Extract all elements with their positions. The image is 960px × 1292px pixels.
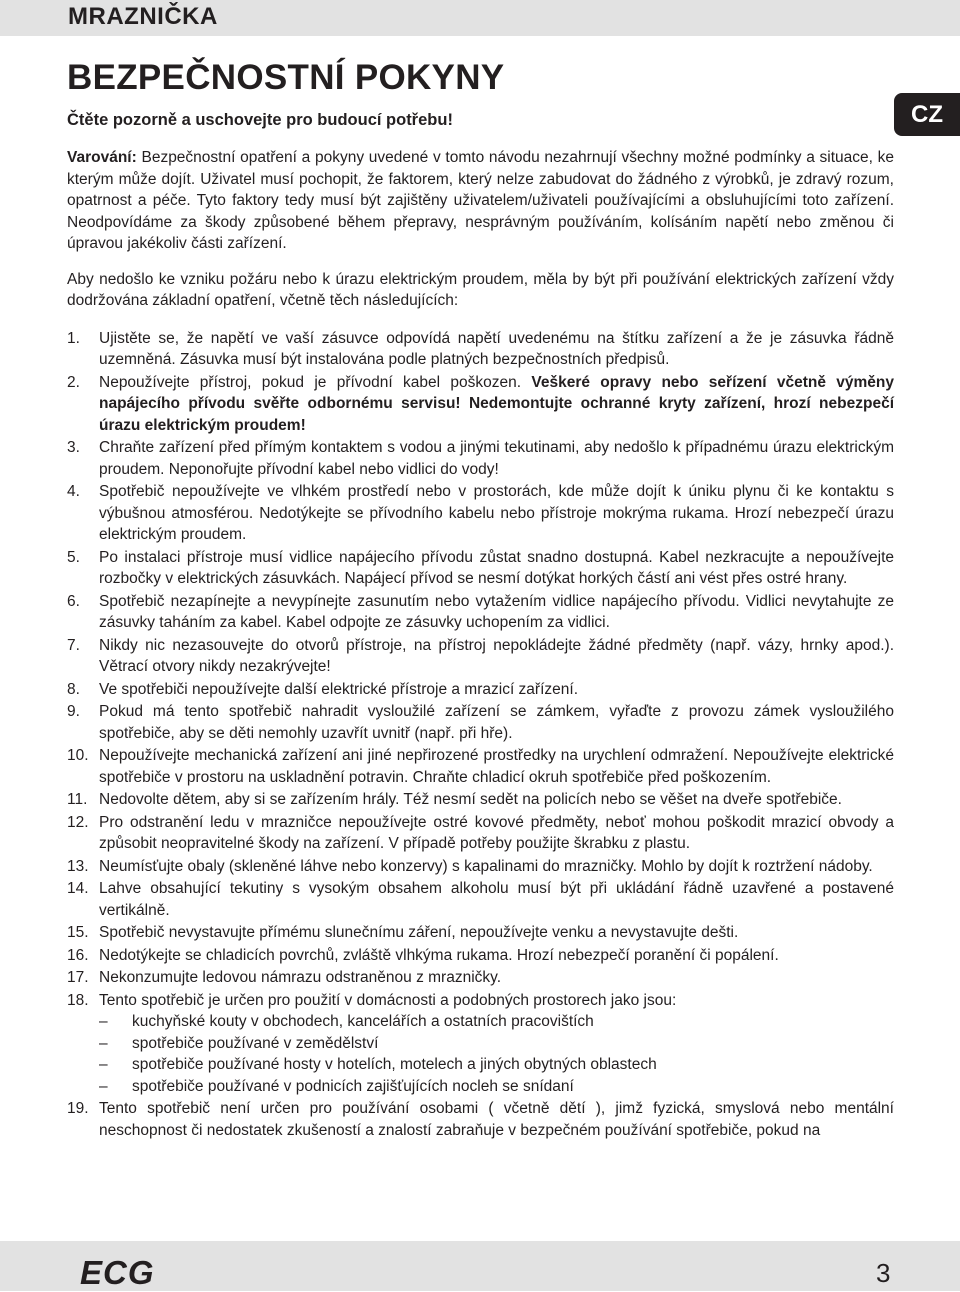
document-body	[67, 56, 894, 1142]
list-item	[67, 679, 894, 701]
item-text: Spotřebič nevystavujte přímému slunečnímu záření, nepoužívejte venku a nevystavujte dešti.	[99, 924, 739, 941]
item-text: Nepoužívejte mechanická zařízení ani jiné nepřirozené prostředky na urychlení odmražení. Nepoužívejte elektrické spotřebiče v prostoru na uskladnění potravin. Chraňte chladicí okruh spotřebiče před poškozením.	[99, 747, 894, 786]
item-text: Ve spotřebiči nepoužívejte další elektrické přístroje a mrazicí zařízení.	[99, 680, 578, 698]
item-text: Pro odstranění ledu v mrazničce nepoužívejte ostré kovové předměty, neboť mohou poškodit mrazicí obvody a způsobit neopravitelné škody na zařízení. V případě potřeby použijte škrabku z plastu.	[99, 813, 894, 852]
item-number: 15.	[67, 924, 89, 941]
item-text: Pokud má tento spotřebič nahradit vysloužilé zařízení se zámkem, vyřaďte z provozu zámek vysloužilého spotřebiče, aby se děti nemohly uzavřít uvnitř (např. při hře).	[99, 703, 894, 742]
item-number: 18.	[67, 991, 89, 1009]
dash-bullet: –	[99, 1034, 108, 1052]
item-text: Chraňte zařízení před přímým kontaktem s vodou a jinými tekutinami, aby nedošlo k případnému úrazu elektrickým proudem. Neponořujte přívodní kabel nebo vidlici do vody!	[99, 439, 894, 478]
item-number: 14.	[67, 880, 89, 897]
list-item	[67, 789, 894, 811]
list-item	[67, 945, 894, 967]
item-text: Nepoužívejte přístroj, pokud je přívodní kabel poškozen.	[99, 373, 532, 391]
sub-list-item	[99, 1033, 894, 1055]
list-item	[67, 745, 894, 788]
safety-rules-list	[67, 328, 894, 1142]
list-item	[67, 990, 894, 1098]
item-bold-text: Veškeré opravy nebo seřízení včetně výměny napájecího přívodu svěřte odbornému servisu! Nedemontujte ochranné kryty zařízení, hrozí nebezpečí úrazu elektrickým proudem!	[99, 373, 894, 434]
item-number: 12.	[67, 813, 89, 831]
item-number: 1.	[67, 329, 80, 347]
item-number: 3.	[67, 439, 80, 456]
item-number: 17.	[67, 969, 89, 986]
item-text: Tento spotřebič není určen pro používání osobami ( včetně dětí ), jimž fyzická, smyslová nebo mentální neschopnost či nedostatek zkušeností a znalostí zabraňuje v bezpečném používání spotřebiče, pokud na	[99, 1100, 894, 1139]
list-item	[67, 328, 894, 371]
list-item	[67, 372, 894, 437]
item-number: 4.	[67, 483, 80, 500]
list-item	[67, 481, 894, 546]
page-subtitle: Čtěte pozorně a uschovejte pro budoucí potřebu!	[67, 111, 453, 129]
item-text: Po instalaci přístroje musí vidlice napájecího přívodu zůstat snadno dostupná. Kabel nezkracujte a nepoužívejte rozbočky v elektrických zásuvkách. Napájecí přívod se nesmí dotýkat horkých částí ani vést přes ostré hrany.	[99, 548, 894, 587]
list-item	[67, 591, 894, 634]
item-number: 16.	[67, 946, 89, 964]
sub-item-text: spotřebiče používané v podnicích zajišťujících nocleh se snídaní	[132, 1077, 574, 1095]
brand-logo: ECG	[80, 1254, 155, 1291]
list-item	[67, 856, 894, 878]
sub-item-text: spotřebiče používané hosty v hotelích, motelech a jiných obytných oblastech	[132, 1056, 657, 1073]
item-text: Nedovolte dětem, aby si se zařízením hrály. Též nesmí sedět na policích nebo se věšet na dveře spotřebiče.	[99, 791, 842, 808]
item-text: Ujistěte se, že napětí ve vaší zásuvce odpovídá napětí uvedenému na štítku zařízení a že je zásuvka řádně uzemněná. Zásuvka musí být instalována podle platných bezpečnostních předpisů.	[99, 329, 894, 368]
list-item	[67, 701, 894, 744]
sub-list-item	[99, 1054, 894, 1076]
item-number: 8.	[67, 680, 80, 698]
item-number: 7.	[67, 636, 80, 654]
list-item	[67, 547, 894, 590]
page-number: 3	[876, 1258, 891, 1288]
section-header-title: MRAZNIČKA	[68, 3, 218, 30]
item-number: 9.	[67, 703, 80, 720]
intro-paragraph: Aby nedošlo ke vzniku požáru nebo k úrazu elektrickým proudem, měla by být při používání elektrických zařízení vždy dodržována základní opatření, včetně těch následujících:	[67, 270, 894, 309]
item-number: 10.	[67, 747, 89, 764]
sub-list-item	[99, 1076, 894, 1098]
item-text: Nekonzumujte ledovou námrazu odstraněnou z mrazničky.	[99, 969, 502, 986]
dash-bullet: –	[99, 1013, 108, 1030]
warning-text: Bezpečnostní opatření a pokyny uvedené v tomto návodu nezahrnují všechny možné podmínky a situace, ke kterým může dojít. Uživatel musí pochopit, že faktorem, který nelze zabudovat do žádného z výrobků, je zdravý rozum, opatrnost a péče. Tyto faktory tedy musí být zajištěny uživatelem/uživateli používajícími a obsluhujícími toto zařízení. Neodpovídáme za škody způsobené během přepravy, nesprávným používáním, kolísáním napětí nebo změnou či úpravou jakékoliv části zařízení.	[67, 149, 894, 252]
language-tab: CZ	[894, 93, 960, 136]
list-item	[67, 437, 894, 480]
list-item	[67, 967, 894, 989]
list-item	[67, 1098, 894, 1141]
sub-list-item	[99, 1011, 894, 1033]
sub-item-text: kuchyňské kouty v obchodech, kancelářích a ostatních pracovištích	[132, 1013, 594, 1030]
warning-label: Varování:	[67, 149, 137, 166]
item-number: 11.	[67, 791, 88, 808]
item-number: 5.	[67, 548, 80, 566]
item-text: Spotřebič nezapínejte a nevypínejte zasunutím nebo vytažením vidlice napájecího přívodu. Vidlici nevytahujte ze zásuvky taháním za kabel. Kabel odpojte ze zásuvky uchopením za vidlici.	[99, 592, 894, 631]
sub-list	[99, 1011, 894, 1097]
item-number: 2.	[67, 373, 80, 391]
list-item	[67, 878, 894, 921]
item-text: Nedotýkejte se chladicích povrchů, zvláště vlhkýma rukama. Hrozí nebezpečí poranění či popálení.	[99, 946, 779, 964]
item-text: Nikdy nic nezasouvejte do otvorů přístroje, na přístroj nepokládejte žádné předměty (např. vázy, hrnky apod.). Větrací otvory nikdy nezakrývejte!	[99, 636, 894, 675]
item-number: 13.	[67, 857, 89, 875]
item-text: Spotřebič nepoužívejte ve vlhkém prostředí nebo v prostorách, kde může dojít k úniku plynu či ke kontaktu s výbušnou atmosférou. Nedotýkejte se přívodního kabelu nebo přístroje mokrýma rukama. Hrozí nebezpečí úrazu elektrickým proudem.	[99, 483, 894, 543]
item-number: 6.	[67, 592, 80, 610]
item-text: Lahve obsahující tekutiny s vysokým obsahem alkoholu musí být při ukládání řádně uzavřené a postavené vertikálně.	[99, 880, 894, 919]
dash-bullet: –	[99, 1077, 108, 1095]
sub-item-text: spotřebiče používané v zemědělství	[132, 1034, 379, 1052]
page-title: BEZPEČNOSTNÍ POKYNY	[67, 58, 505, 97]
list-item	[67, 922, 894, 944]
item-text: Neumísťujte obaly (skleněné láhve nebo konzervy) s kapalinami do mrazničky. Mohlo by dojít k roztržení nádoby.	[99, 857, 873, 875]
dash-bullet: –	[99, 1056, 108, 1073]
item-text: Tento spotřebič je určen pro použití v domácnosti a podobných prostorech jako jsou:	[99, 991, 677, 1009]
item-number: 19.	[67, 1100, 89, 1117]
list-item	[67, 635, 894, 678]
list-item	[67, 812, 894, 855]
warning-paragraph	[67, 147, 894, 255]
